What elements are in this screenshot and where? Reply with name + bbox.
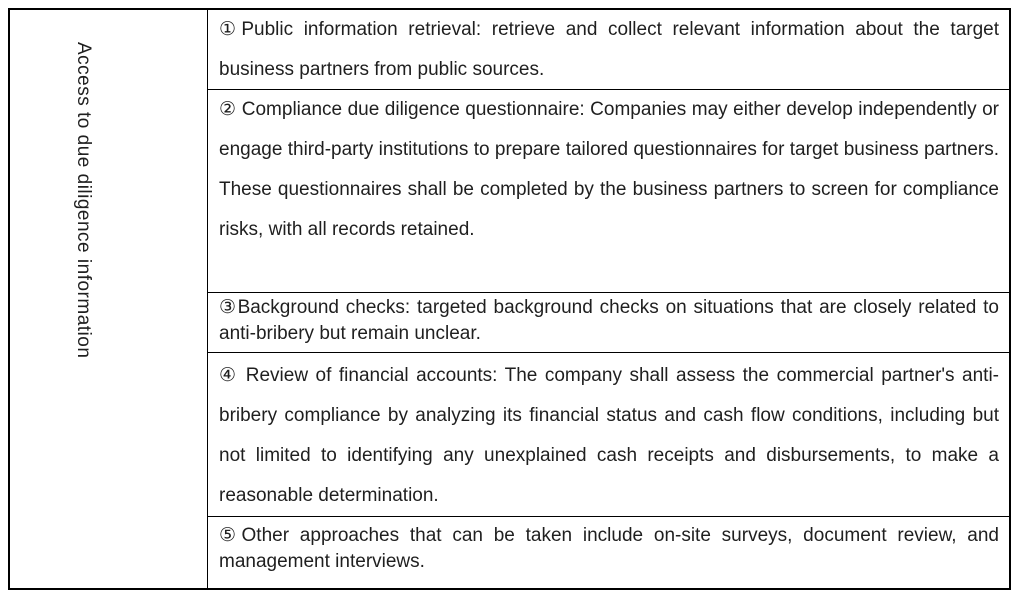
table-row: ③Background checks: targeted background checks on situations that are closely related to anti-bribery but remain unclear. <box>208 293 1009 353</box>
row-header-vertical-text: Access to due diligence information <box>73 42 94 359</box>
table-row: ② Compliance due diligence questionnaire: Companies may either develop independently or engage third-party institutions to prepare tailored questionnaires for target business partners. These questionnaires shall be completed by the business partners to screen for compliance risks, with all records retained. <box>208 90 1009 293</box>
due-diligence-table <box>8 8 1011 590</box>
row-header-cell <box>10 10 208 588</box>
table-row: ⑤Other approaches that can be taken include on-site surveys, document review, and management interviews. <box>219 525 999 572</box>
table-row: ④ Review of financial accounts: The company shall assess the commercial partner's anti-bribery compliance by analyzing its financial status and cash flow conditions, including but not limited to identifying any unexplained cash receipts and disbursements, to make a reasonable determination. <box>208 353 1009 517</box>
table-row: ①Public information retrieval: retrieve and collect relevant information about the target business partners from public sources. <box>208 10 1009 90</box>
table-rows <box>208 10 1009 588</box>
